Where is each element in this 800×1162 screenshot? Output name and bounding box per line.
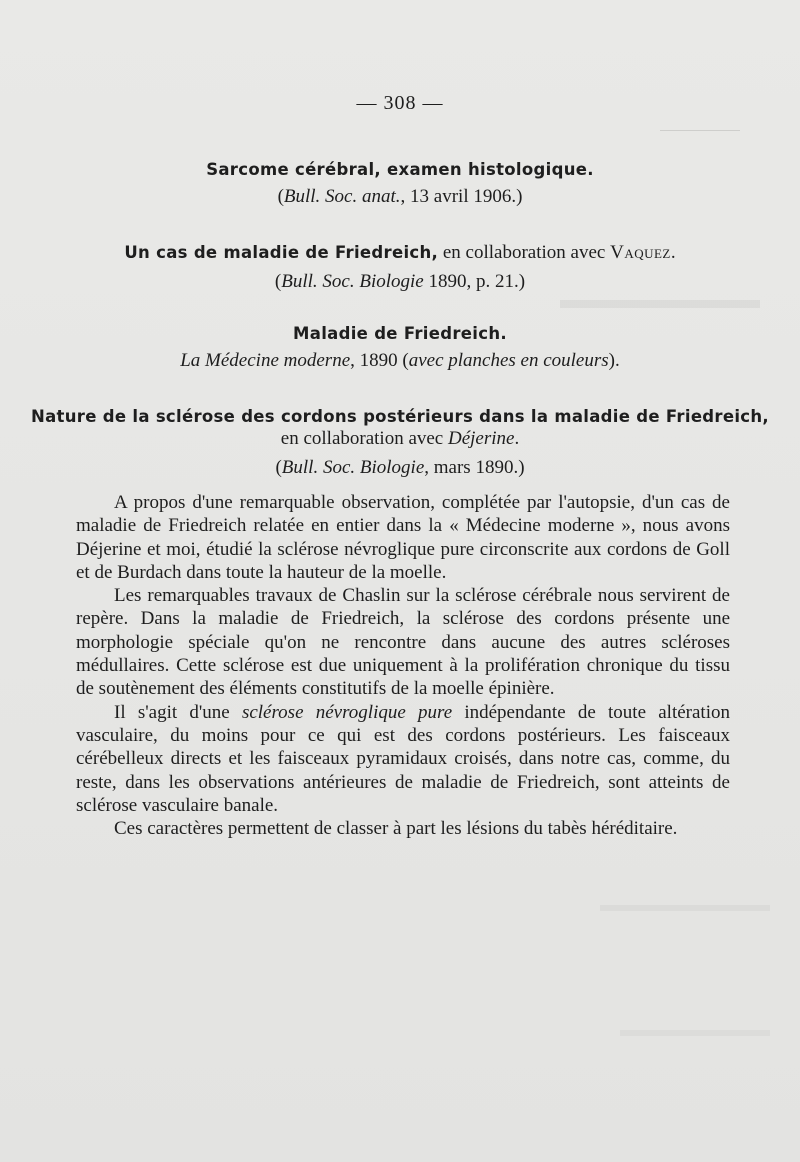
entry-3-ref-note: avec planches en couleurs <box>408 350 609 371</box>
paragraph-3-rest: indépendante de toute altération vasculaire, du moins pour ce qui est des cordons postérieurs. Les faisceaux cérébelleux directs et les faisceaux pyramidaux croisés, dans notre cas, comme, du reste, dans les observations antérieures de maladie de Friedreich, sont atteints de sclérose vasculaire banale. <box>76 701 730 816</box>
bleed-through-mark <box>620 1030 770 1036</box>
entry-1-ref-rest: , 13 avril 1906.) <box>400 186 523 207</box>
body-text <box>76 491 730 840</box>
ref-paren: ( <box>274 271 282 292</box>
paragraph-3-start: Il s'agit d'une <box>114 701 242 723</box>
entry-2-ref-rest: 1890, p. 21.) <box>423 271 526 292</box>
entry-1-title: Sarcome cérébral, examen histologique. <box>206 160 594 179</box>
entry-3-ref-rest: , 1890 ( <box>350 350 409 371</box>
entry-2-title-line <box>0 242 800 264</box>
paragraph-1: A propos d'une remarquable observation, complétée par l'autopsie, d'un cas de maladie de Friedreich relatée en entier dans la « Médecine moderne », nous avons Déjerine et moi, étudié la sclérose névroglique pure circonscrite aux cordons de Goll et de Burdach dans toute la hauteur de la moelle. <box>76 492 730 583</box>
entry-2-journal: Bull. Soc. Biologie <box>281 271 424 292</box>
entry-4-line-end: . <box>514 428 520 449</box>
entry-4-collaborator: Déjerine <box>448 428 515 449</box>
entry-1-journal: Bull. Soc. anat. <box>283 186 401 207</box>
entry-2-reference <box>0 271 800 293</box>
entry-4-journal: Bull. Soc. Biologie <box>281 457 425 478</box>
entry-4-ref-rest: , mars 1890.) <box>424 457 525 478</box>
entry-2-collab-prefix: en collaboration avec <box>438 242 611 263</box>
entry-4-title: Nature de la sclérose des cordons postérieurs dans la maladie de Friedreich, <box>30 407 769 426</box>
paragraph-3 <box>76 701 730 817</box>
entry-3-reference <box>0 350 800 372</box>
paragraph-2: Les remarquables travaux de Chaslin sur la sclérose cérébrale nous servirent de repère. Dans la maladie de Friedreich, la sclérose des cordons présente une morphologie spéciale qu'on ne rencontre dans aucune des autres scléroses médullaires. Cette sclérose est due uniquement à la prolifération chronique du tissu de soutènement des éléments constitutifs de la moelle épinière. <box>76 585 730 700</box>
bleed-through-mark <box>660 130 740 131</box>
paragraph-4: Ces caractères permettent de classer à part les lésions du tabès héréditaire. <box>114 818 678 840</box>
entry-2-collaborator: Vaquez <box>610 242 671 263</box>
entry-2-title-end: . <box>670 242 676 263</box>
entry-4-reference <box>0 457 800 479</box>
entry-3-journal: La Médecine moderne <box>180 350 351 371</box>
entry-2-title: Un cas de maladie de Friedreich, <box>124 243 439 262</box>
entry-3-ref-end: ). <box>608 350 620 371</box>
page-number: — 308 — <box>356 92 444 114</box>
ref-paren: ( <box>275 457 282 478</box>
entry-4-collab-line <box>0 428 800 450</box>
entry-3-title: Maladie de Friedreich. <box>293 324 507 343</box>
entry-1-reference <box>0 186 800 208</box>
entry-4-collab-prefix: en collaboration avec <box>280 428 448 449</box>
bleed-through-mark <box>560 300 760 308</box>
paragraph-3-emphasis: sclérose névroglique pure <box>241 701 453 723</box>
bleed-through-mark <box>600 905 770 911</box>
ref-paren: ( <box>277 186 284 207</box>
